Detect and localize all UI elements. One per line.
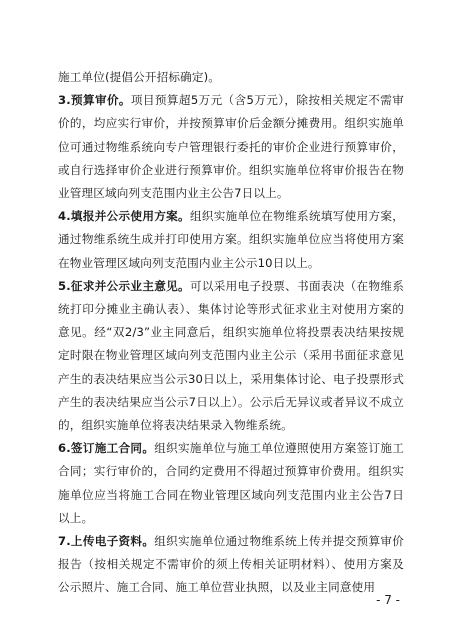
document-page: [58, 66, 404, 600]
page-number: - 7 -: [376, 593, 400, 607]
section-owner-opinion: [58, 275, 404, 437]
section-usage-plan: [58, 205, 404, 275]
section-construction-contract: [58, 437, 404, 530]
section-heading: 7.上传电子资料。: [58, 534, 155, 549]
intro-paragraph: 施工单位(提倡公开招标确定)。: [58, 70, 221, 84]
section-heading: 4.填报并公示使用方案。: [58, 209, 190, 224]
section-upload-materials: [58, 530, 404, 600]
section-body: 组织实施单位在物维系统填写使用方案，通过物维系统生成并打印使用方案。组织实施单位应当将使用方案在物业管理区域向列支范围内业主公示10日以上。: [58, 209, 404, 270]
section-budget-review: [58, 89, 404, 205]
section-heading: 3.预算审价。: [58, 93, 131, 108]
section-body: 组织实施单位与施工单位遵照使用方案签订施工合同；实行审价的，合同约定费用不得超过预算审价费用。组织实施单位应当将施工合同在物业管理区域向列支范围内业主公告7日以上。: [58, 441, 404, 525]
section-body: 可以采用电子投票、书面表决（在物维系统打印分摊业主确认表）、集体讨论等形式征求业主对使用方案的意见。经“双2/3”业主同意后，组织实施单位将投票表决结果按规定时限在物业管理区域向列支范围内业主公示（采用书面征求意见产生的表决结果应当公示30日以上，采用集体讨论、电子投票形式产生的表决结果应当公示7日以上）。公示后无异议或者异议不成立的，组织实施单位将表决结果录入物维系统。: [58, 278, 404, 433]
section-heading: 6.签订施工合同。: [58, 441, 155, 456]
section-body: 项目预算超5万元（含5万元），除按相关规定不需审价的，均应实行审价，并按预算审价后金额分摊费用。组织实施单位可通过物维系统向专户管理银行委托的审价企业进行预算审价，或自行选择审价企业进行预算审价。组织实施单位将审价报告在物业管理区域向列支范围内业主公告7日以上。: [58, 93, 404, 201]
section-body: 组织实施单位通过物维系统上传并提交预算审价报告（按相关规定不需审价的须上传相关证明材料）、使用方案及公示照片、施工合同、施工单位营业执照，以及业主同意使用: [58, 534, 404, 595]
section-heading: 5.征求并公示业主意见。: [58, 278, 190, 293]
